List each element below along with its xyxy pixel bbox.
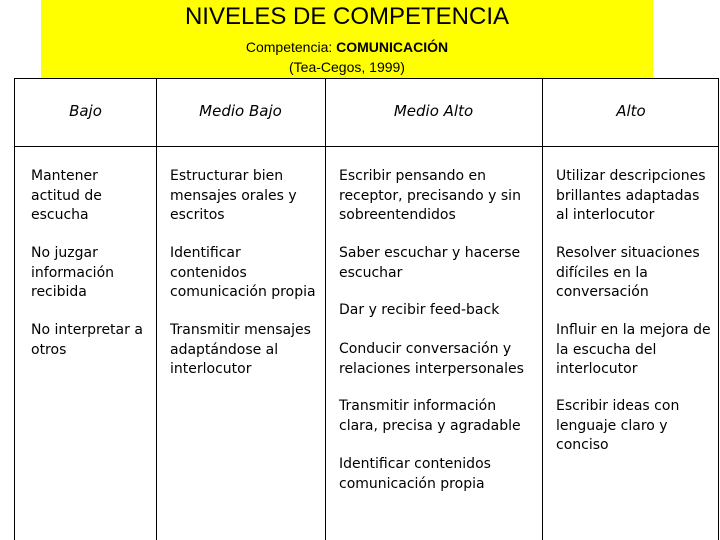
cell-medio-bajo-3: Transmitir mensajes adaptándose al interlocutor [170,322,311,377]
cell-medio-alto-5: Transmitir información clara, precisa y agradable [339,398,521,434]
cell-medio-bajo-1: Estructurar bien mensajes orales y escritos [170,168,297,223]
competencia-line [41,37,653,57]
cell-medio-alto-6: Identificar contenidos comunicación propia [339,456,491,492]
cell-alto-4: Escribir ideas con lenguaje claro y conciso [556,398,680,453]
column-divider [542,79,543,540]
cell-medio-alto-4: Conducir conversación y relaciones interpersonales [339,341,524,377]
column-header-medio-alto: Medio Alto [393,102,474,120]
cell-bajo-1: Mantener actitud de escucha [31,168,102,223]
cell-medio-alto-2: Saber escuchar y hacerse escuchar [339,245,521,281]
column-header-medio-bajo: Medio Bajo [199,102,282,120]
page-title: NIVELES DE COMPETENCIA [184,3,510,30]
cell-alto-2: Resolver situaciones difíciles en la conversación [556,245,700,300]
cell-medio-bajo-2: Identificar contenidos comunicación propia [170,245,316,300]
column-header-alto: Alto [616,102,646,120]
cell-bajo-3: No interpretar a otros [31,322,143,358]
cell-alto-3: Influir en la mejora de la escucha del interlocutor [556,322,711,377]
cell-medio-alto-3: Dar y recibir feed-back [339,302,500,318]
competencia-value: COMUNICACIÓN [336,39,449,55]
header-divider [15,146,718,147]
cell-alto-1: Utilizar descripciones brillantes adaptadas al interlocutor [556,168,706,223]
column-header-bajo: Bajo [69,102,102,120]
column-divider [325,79,326,540]
source-citation: (Tea-Cegos, 1999) [289,59,405,75]
column-divider [156,79,157,540]
cell-medio-alto-1: Escribir pensando en receptor, precisando y sin sobreentendidos [339,168,521,223]
title-banner [41,0,653,78]
competencia-label: Competencia: [245,39,337,55]
competency-table [14,78,719,540]
cell-bajo-2: No juzgar información recibida [31,245,115,300]
